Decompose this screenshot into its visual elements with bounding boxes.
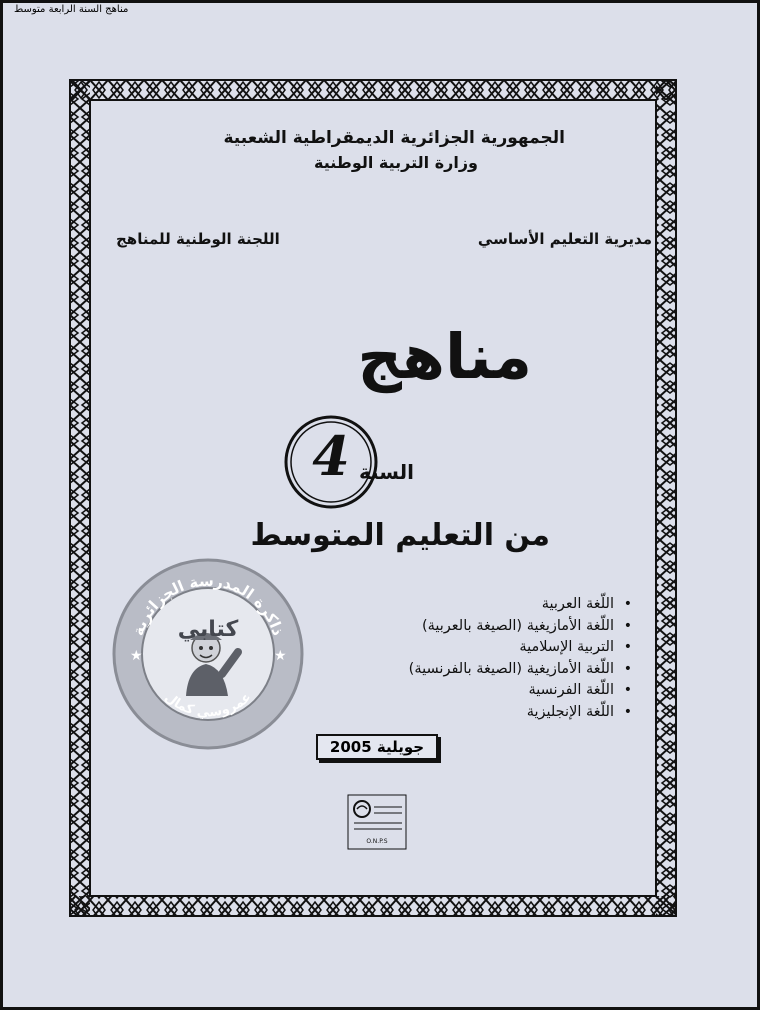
directorate-label: مديرية التعليم الأساسي	[477, 230, 652, 248]
list-item: • اللّغة الأمازيغية (الصيغة بالفرنسية)	[409, 659, 632, 681]
list-item: • اللّغة الإنجليزية	[409, 702, 632, 724]
date-text: جويلية 2005	[329, 738, 425, 756]
logo-text: O.N.P.S	[366, 838, 388, 845]
svg-text:★: ★	[130, 648, 143, 664]
onps-logo	[346, 793, 408, 851]
stamp-top-text: ذاكرة المدرسة الجزائرية	[128, 571, 288, 638]
header-note-text: مناهج السنة الرابعة متوسط	[14, 4, 129, 15]
list-item: • اللّغة الفرنسية	[409, 680, 632, 702]
watermark-stamp	[110, 556, 306, 752]
year-number: 4	[312, 424, 350, 488]
date-box	[316, 734, 438, 760]
stamp-bottom-text: عمروسي كمال	[161, 689, 255, 721]
stamp-center-text: كتابي	[177, 617, 239, 642]
subjects-list	[409, 594, 632, 723]
ministry-title: وزارة التربية الوطنية	[313, 153, 478, 172]
list-item: • اللّغة الأمازيغية (الصيغة بالعربية)	[409, 616, 632, 638]
year-label: السنة	[358, 460, 414, 484]
main-title: مناهج	[357, 320, 532, 393]
republic-title: الجمهورية الجزائرية الديمقراطية الشعبية	[223, 128, 565, 148]
list-item: • التربية الإسلامية	[409, 637, 632, 659]
svg-text:★: ★	[274, 648, 287, 664]
committee-label: اللجنة الوطنية للمناهج	[116, 230, 280, 248]
list-item: • اللّغة العربية	[409, 594, 632, 616]
education-level: من التعليم المتوسط	[250, 518, 550, 553]
